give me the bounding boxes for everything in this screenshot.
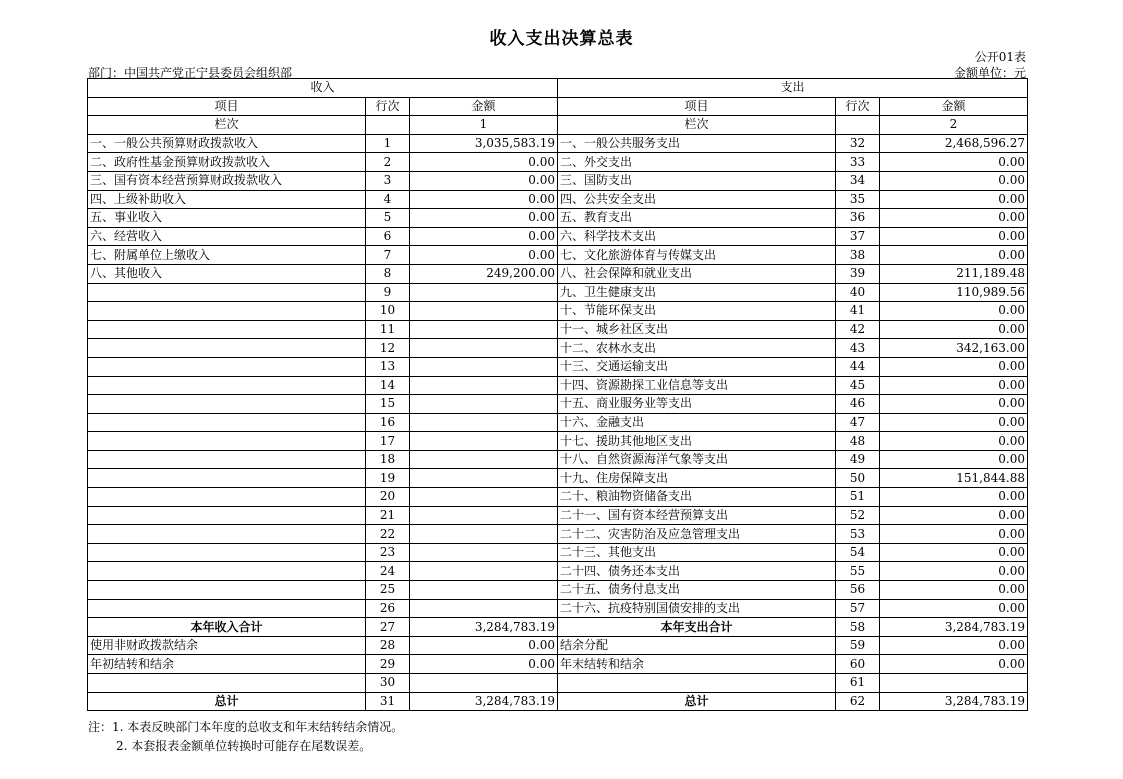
expense-line-no-cell: 45 — [836, 376, 880, 395]
income-line-no-cell: 15 — [366, 395, 410, 414]
income-item-cell: 总计 — [88, 692, 366, 711]
department-label: 部门：中国共产党正宁县委员会组织部 — [88, 66, 293, 80]
income-line-no-header: 行次 — [366, 97, 410, 116]
table-row — [88, 134, 1028, 153]
expense-amount-cell: 0.00 — [880, 227, 1028, 246]
income-amount-cell: 3,284,783.19 — [410, 692, 558, 711]
income-amount-cell: 0.00 — [410, 190, 558, 209]
income-item-cell: 本年收入合计 — [88, 618, 366, 637]
income-item-cell — [88, 469, 366, 488]
income-amount-cell: 0.00 — [410, 209, 558, 228]
table-row — [88, 357, 1028, 376]
income-item-cell — [88, 506, 366, 525]
income-line-no-cell: 22 — [366, 525, 410, 544]
income-item-cell: 八、其他收入 — [88, 264, 366, 283]
expense-amount-cell: 151,844.88 — [880, 469, 1028, 488]
table-row — [88, 413, 1028, 432]
income-line-no-cell: 2 — [366, 153, 410, 172]
expense-amount-cell: 0.00 — [880, 636, 1028, 655]
table-row — [88, 655, 1028, 674]
expense-amount-cell: 0.00 — [880, 599, 1028, 618]
table-row — [88, 153, 1028, 172]
expense-line-no-cell: 53 — [836, 525, 880, 544]
expense-amount-cell: 0.00 — [880, 190, 1028, 209]
income-amount-cell: 3,035,583.19 — [410, 134, 558, 153]
income-line-no-cell: 31 — [366, 692, 410, 711]
income-item-header: 项目 — [88, 97, 366, 116]
expense-item-cell: 本年支出合计 — [558, 618, 836, 637]
expense-item-cell: 三、国防支出 — [558, 171, 836, 190]
income-line-no-cell: 7 — [366, 246, 410, 265]
income-amount-cell — [410, 543, 558, 562]
table-row — [88, 190, 1028, 209]
income-item-cell — [88, 488, 366, 507]
expense-line-no-cell: 52 — [836, 506, 880, 525]
expense-amount-cell: 0.00 — [880, 525, 1028, 544]
table-row — [88, 264, 1028, 283]
expense-amount-cell: 0.00 — [880, 395, 1028, 414]
income-amount-cell — [410, 320, 558, 339]
expense-amount-cell: 0.00 — [880, 320, 1028, 339]
income-amount-cell — [410, 283, 558, 302]
expense-line-no-cell: 56 — [836, 581, 880, 600]
expense-amount-cell: 0.00 — [880, 171, 1028, 190]
expense-item-cell: 九、卫生健康支出 — [558, 283, 836, 302]
income-amount-cell — [410, 506, 558, 525]
income-amount-cell — [410, 469, 558, 488]
income-item-cell — [88, 543, 366, 562]
income-amount-cell: 0.00 — [410, 246, 558, 265]
table-row — [88, 450, 1028, 469]
income-line-no-cell: 4 — [366, 190, 410, 209]
expense-line-no-cell: 33 — [836, 153, 880, 172]
expense-line-no-cell: 62 — [836, 692, 880, 711]
income-column-number: 1 — [410, 116, 558, 135]
expense-line-no-cell: 48 — [836, 432, 880, 451]
income-amount-cell — [410, 525, 558, 544]
expense-item-cell: 五、教育支出 — [558, 209, 836, 228]
income-amount-cell: 0.00 — [410, 153, 558, 172]
income-amount-cell — [410, 357, 558, 376]
expense-item-cell: 二十三、其他支出 — [558, 543, 836, 562]
table-row — [88, 395, 1028, 414]
table-row — [88, 432, 1028, 451]
income-line-no-cell: 12 — [366, 339, 410, 358]
income-line-no-cell: 21 — [366, 506, 410, 525]
income-amount-cell — [410, 450, 558, 469]
income-line-no-cell: 20 — [366, 488, 410, 507]
expense-line-no-cell: 55 — [836, 562, 880, 581]
expense-amount-cell: 0.00 — [880, 432, 1028, 451]
income-line-no-cell: 28 — [366, 636, 410, 655]
expense-column-label: 栏次 — [558, 116, 836, 135]
expense-line-no-cell: 34 — [836, 171, 880, 190]
expense-amount-cell: 110,989.56 — [880, 283, 1028, 302]
table-row — [88, 543, 1028, 562]
income-line-no-cell: 3 — [366, 171, 410, 190]
page-title: 收入支出决算总表 — [489, 29, 634, 49]
income-item-cell — [88, 450, 366, 469]
expense-item-cell: 七、文化旅游体育与传媒支出 — [558, 246, 836, 265]
income-amount-cell — [410, 432, 558, 451]
expense-item-cell: 一、一般公共服务支出 — [558, 134, 836, 153]
expense-amount-cell: 0.00 — [880, 357, 1028, 376]
column-number-row — [88, 116, 1028, 135]
income-item-cell: 七、附属单位上缴收入 — [88, 246, 366, 265]
income-item-cell: 年初结转和结余 — [88, 655, 366, 674]
table-row — [88, 171, 1028, 190]
empty-cell — [836, 116, 880, 135]
expense-item-cell: 二十一、国有资本经营预算支出 — [558, 506, 836, 525]
expense-line-no-cell: 50 — [836, 469, 880, 488]
expense-line-no-cell: 60 — [836, 655, 880, 674]
income-item-cell — [88, 395, 366, 414]
income-item-cell — [88, 320, 366, 339]
table-row — [88, 581, 1028, 600]
expense-amount-cell: 0.00 — [880, 450, 1028, 469]
expense-line-no-cell: 58 — [836, 618, 880, 637]
table-row — [88, 376, 1028, 395]
expense-amount-cell: 0.00 — [880, 209, 1028, 228]
expense-line-no-cell: 39 — [836, 264, 880, 283]
expense-item-cell: 十六、金融支出 — [558, 413, 836, 432]
income-amount-cell — [410, 562, 558, 581]
amount-unit-label: 金额单位：元 — [953, 66, 1026, 80]
expense-item-cell: 二十、粮油物资储备支出 — [558, 488, 836, 507]
expense-line-no-cell: 32 — [836, 134, 880, 153]
expense-amount-cell: 0.00 — [880, 488, 1028, 507]
expense-line-no-cell: 54 — [836, 543, 880, 562]
expense-item-cell — [558, 674, 836, 693]
expense-item-cell: 总计 — [558, 692, 836, 711]
table-row — [88, 209, 1028, 228]
table-row — [88, 246, 1028, 265]
income-line-no-cell: 11 — [366, 320, 410, 339]
income-item-cell — [88, 525, 366, 544]
expense-amount-cell: 211,189.48 — [880, 264, 1028, 283]
expense-amount-cell: 0.00 — [880, 655, 1028, 674]
table-row — [88, 320, 1028, 339]
expense-item-cell: 十、节能环保支出 — [558, 302, 836, 321]
expense-line-no-cell: 36 — [836, 209, 880, 228]
income-item-cell — [88, 376, 366, 395]
income-item-cell: 四、上级补助收入 — [88, 190, 366, 209]
expense-item-cell: 四、公共安全支出 — [558, 190, 836, 209]
expense-item-cell: 二、外交支出 — [558, 153, 836, 172]
income-line-no-cell: 17 — [366, 432, 410, 451]
income-item-cell — [88, 283, 366, 302]
income-amount-cell — [410, 581, 558, 600]
income-line-no-cell: 13 — [366, 357, 410, 376]
expense-item-header: 项目 — [558, 97, 836, 116]
expense-item-cell: 十二、农林水支出 — [558, 339, 836, 358]
expense-amount-cell: 0.00 — [880, 562, 1028, 581]
expense-item-cell: 六、科学技术支出 — [558, 227, 836, 246]
income-item-cell — [88, 432, 366, 451]
income-line-no-cell: 1 — [366, 134, 410, 153]
table-row — [88, 488, 1028, 507]
footnote-1: 注：1. 本表反映部门本年度的总收支和年末结转结余情况。 — [88, 720, 404, 734]
expense-item-cell: 十九、住房保障支出 — [558, 469, 836, 488]
expense-amount-cell: 0.00 — [880, 543, 1028, 562]
income-amount-cell — [410, 339, 558, 358]
income-section-header: 收入 — [88, 79, 558, 98]
income-line-no-cell: 6 — [366, 227, 410, 246]
expense-line-no-cell: 38 — [836, 246, 880, 265]
table-row — [88, 469, 1028, 488]
income-amount-cell: 3,284,783.19 — [410, 618, 558, 637]
income-line-no-cell: 29 — [366, 655, 410, 674]
income-item-cell — [88, 581, 366, 600]
expense-amount-cell: 342,163.00 — [880, 339, 1028, 358]
income-item-cell — [88, 674, 366, 693]
expense-item-cell: 八、社会保障和就业支出 — [558, 264, 836, 283]
expense-amount-cell: 0.00 — [880, 302, 1028, 321]
expense-line-no-cell: 35 — [836, 190, 880, 209]
table-row — [88, 525, 1028, 544]
expense-amount-cell: 0.00 — [880, 376, 1028, 395]
income-item-cell — [88, 339, 366, 358]
expense-line-no-cell: 47 — [836, 413, 880, 432]
expense-item-cell: 十八、自然资源海洋气象等支出 — [558, 450, 836, 469]
expense-item-cell: 十三、交通运输支出 — [558, 357, 836, 376]
expense-line-no-cell: 57 — [836, 599, 880, 618]
expense-amount-cell: 0.00 — [880, 153, 1028, 172]
income-item-cell — [88, 357, 366, 376]
section-header-row — [88, 79, 1028, 98]
income-item-cell: 六、经营收入 — [88, 227, 366, 246]
income-line-no-cell: 16 — [366, 413, 410, 432]
expense-amount-cell: 0.00 — [880, 506, 1028, 525]
form-code: 公开01表 — [974, 50, 1026, 64]
expense-line-no-cell: 49 — [836, 450, 880, 469]
income-item-cell — [88, 302, 366, 321]
expense-amount-cell: 3,284,783.19 — [880, 692, 1028, 711]
empty-cell — [366, 116, 410, 135]
expense-column-number: 2 — [880, 116, 1028, 135]
expense-line-no-cell: 61 — [836, 674, 880, 693]
income-amount-cell — [410, 302, 558, 321]
income-amount-cell — [410, 599, 558, 618]
income-line-no-cell: 25 — [366, 581, 410, 600]
income-item-cell — [88, 562, 366, 581]
expense-amount-cell: 0.00 — [880, 246, 1028, 265]
expense-item-cell: 十四、资源勘探工业信息等支出 — [558, 376, 836, 395]
income-line-no-cell: 8 — [366, 264, 410, 283]
table-body — [88, 134, 1028, 710]
income-line-no-cell: 14 — [366, 376, 410, 395]
income-expense-table — [87, 78, 1028, 711]
income-line-no-cell: 19 — [366, 469, 410, 488]
income-line-no-cell: 30 — [366, 674, 410, 693]
expense-line-no-cell: 51 — [836, 488, 880, 507]
income-line-no-cell: 27 — [366, 618, 410, 637]
expense-line-no-cell: 42 — [836, 320, 880, 339]
table-row — [88, 506, 1028, 525]
expense-amount-cell: 0.00 — [880, 413, 1028, 432]
income-column-label: 栏次 — [88, 116, 366, 135]
expense-line-no-cell: 37 — [836, 227, 880, 246]
income-amount-cell: 0.00 — [410, 636, 558, 655]
income-amount-cell: 249,200.00 — [410, 264, 558, 283]
column-header-row — [88, 97, 1028, 116]
table-row — [88, 227, 1028, 246]
income-item-cell: 使用非财政拨款结余 — [88, 636, 366, 655]
expense-line-no-cell: 44 — [836, 357, 880, 376]
income-item-cell: 二、政府性基金预算财政拨款收入 — [88, 153, 366, 172]
expense-line-no-cell: 43 — [836, 339, 880, 358]
income-line-no-cell: 23 — [366, 543, 410, 562]
expense-item-cell: 二十四、债务还本支出 — [558, 562, 836, 581]
expense-amount-header: 金额 — [880, 97, 1028, 116]
income-item-cell — [88, 413, 366, 432]
expense-item-cell: 十七、援助其他地区支出 — [558, 432, 836, 451]
expense-item-cell: 二十五、债务付息支出 — [558, 581, 836, 600]
expense-item-cell: 年末结转和结余 — [558, 655, 836, 674]
income-amount-header: 金额 — [410, 97, 558, 116]
income-amount-cell: 0.00 — [410, 171, 558, 190]
income-amount-cell: 0.00 — [410, 655, 558, 674]
expense-item-cell: 十一、城乡社区支出 — [558, 320, 836, 339]
income-item-cell: 五、事业收入 — [88, 209, 366, 228]
expense-amount-cell — [880, 674, 1028, 693]
expense-line-no-cell: 40 — [836, 283, 880, 302]
income-line-no-cell: 24 — [366, 562, 410, 581]
expense-amount-cell: 2,468,596.27 — [880, 134, 1028, 153]
table-row — [88, 339, 1028, 358]
table-row — [88, 674, 1028, 693]
expense-item-cell: 十五、商业服务业等支出 — [558, 395, 836, 414]
expense-line-no-cell: 59 — [836, 636, 880, 655]
income-line-no-cell: 18 — [366, 450, 410, 469]
income-amount-cell — [410, 488, 558, 507]
expense-line-no-cell: 46 — [836, 395, 880, 414]
income-amount-cell — [410, 395, 558, 414]
expense-item-cell: 二十二、灾害防治及应急管理支出 — [558, 525, 836, 544]
income-amount-cell: 0.00 — [410, 227, 558, 246]
expense-amount-cell: 3,284,783.19 — [880, 618, 1028, 637]
expense-item-cell: 二十六、抗疫特别国债安排的支出 — [558, 599, 836, 618]
income-line-no-cell: 10 — [366, 302, 410, 321]
footnotes — [88, 718, 403, 756]
income-line-no-cell: 26 — [366, 599, 410, 618]
income-amount-cell — [410, 413, 558, 432]
income-item-cell — [88, 599, 366, 618]
income-amount-cell — [410, 376, 558, 395]
expense-item-cell: 结余分配 — [558, 636, 836, 655]
expense-amount-cell: 0.00 — [880, 581, 1028, 600]
income-item-cell: 一、一般公共预算财政拨款收入 — [88, 134, 366, 153]
table-row — [88, 618, 1028, 637]
income-amount-cell — [410, 674, 558, 693]
expense-section-header: 支出 — [558, 79, 1028, 98]
expense-line-no-cell: 41 — [836, 302, 880, 321]
table-row — [88, 692, 1028, 711]
income-line-no-cell: 5 — [366, 209, 410, 228]
table-row — [88, 302, 1028, 321]
expense-line-no-header: 行次 — [836, 97, 880, 116]
income-line-no-cell: 9 — [366, 283, 410, 302]
footnote-2: 2. 本套报表金额单位转换时可能存在尾数误差。 — [116, 739, 372, 753]
income-item-cell: 三、国有资本经营预算财政拨款收入 — [88, 171, 366, 190]
table-row — [88, 283, 1028, 302]
table-row — [88, 636, 1028, 655]
table-row — [88, 562, 1028, 581]
table-row — [88, 599, 1028, 618]
